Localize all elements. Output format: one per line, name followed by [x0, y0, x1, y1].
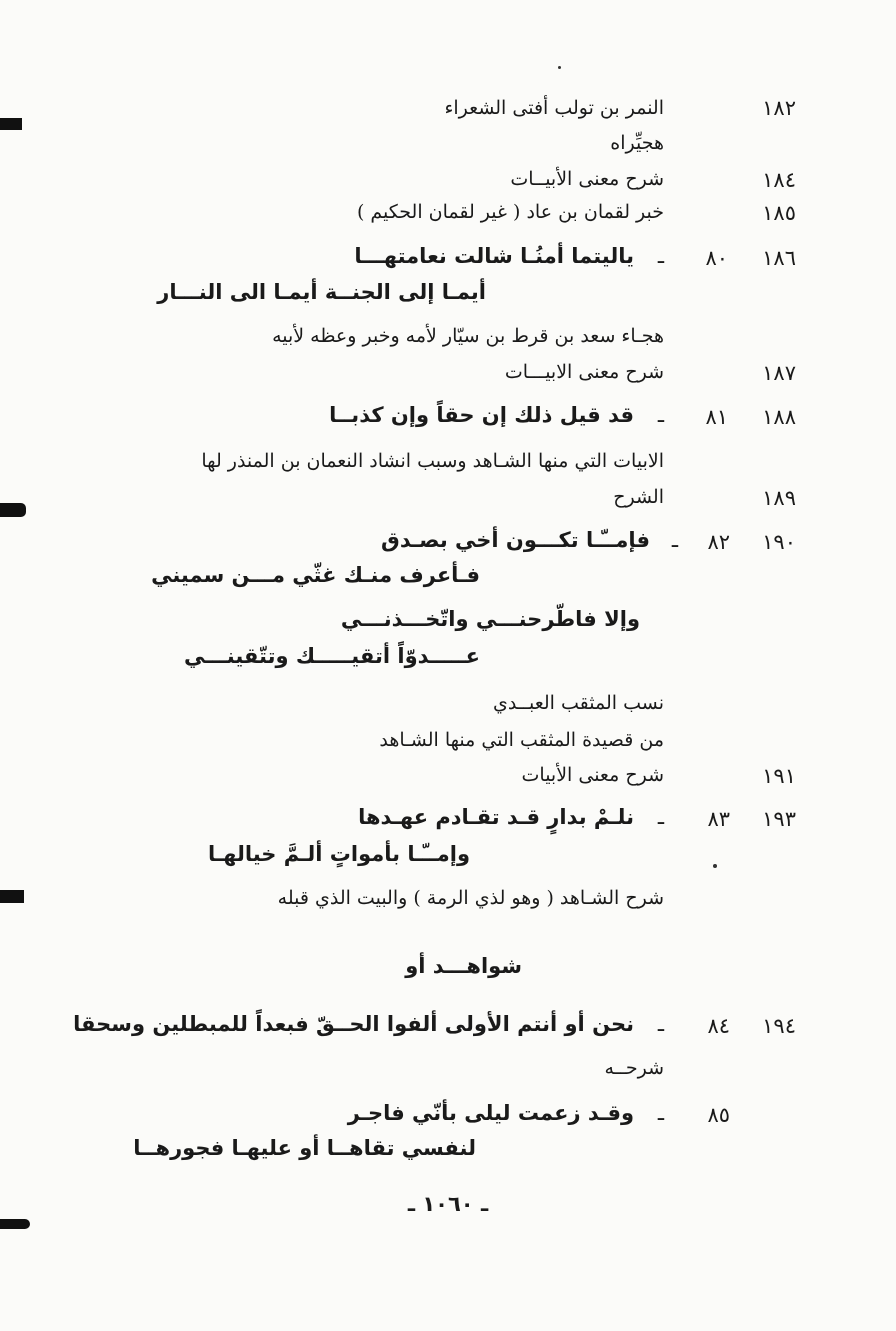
scan-mark-2 [0, 503, 26, 517]
verse-line: نلـمْ بدارٍ قـد تقـادم عهـدها [358, 805, 634, 829]
dash: ـ [657, 1012, 664, 1036]
shahid-number: ٨٥ [707, 1103, 730, 1127]
entry-text: الشرح [613, 486, 664, 508]
scan-mark-4 [0, 1219, 30, 1229]
scan-mark-1 [0, 118, 22, 130]
page-number: ١٩٣ [762, 807, 796, 831]
scan-speck-2 [713, 864, 717, 868]
page-number: ١٩١ [762, 764, 796, 788]
entry-text: شرح معنى الأبيات [521, 764, 664, 786]
verse-line: نحن أو أنتم الأولى ألفوا الحــقّ فبعداً للمبطلين وسحقا [73, 1012, 634, 1036]
verse-line: وإلا فاطّرحنـــي واتّخـــذنـــي [340, 607, 640, 631]
entry-text: شرحــه [604, 1057, 664, 1079]
page-number: ١٨٥ [762, 201, 796, 225]
verse-line: فإمــّـا تكـــون أخي بصـدق [381, 528, 650, 552]
page-number: ١٨٨ [762, 405, 796, 429]
verse-line: لنفسي تقاهــا أو عليهـا فجورهــا [133, 1136, 476, 1160]
entry-text: هجـاء سعد بن قرط بن سيّار لأمه وخبر وعظه لأبيه [272, 325, 664, 347]
page-number: ١٨٧ [762, 361, 796, 385]
entry-text: شرح معنى الأبيــات [510, 168, 664, 190]
entry-text: من قصيدة المثقب التي منها الشـاهد [379, 729, 664, 751]
section-heading: شواهـــد أو [405, 954, 522, 978]
dash: ـ [657, 403, 664, 427]
page-number: ١٨٤ [762, 168, 796, 192]
page-number: ١٩٤ [762, 1014, 796, 1038]
verse-line: وإمــّـا بأمواتٍ ألـمَّ خيالهـا [208, 842, 470, 866]
shahid-number: ٨٠ [705, 246, 728, 270]
entry-text: نسب المثقب العبــدي [493, 692, 664, 714]
verse-line: عـــــدوّاً أتقيـــــك وتتّقينـــي [184, 644, 480, 668]
page-number: ١٨٢ [762, 96, 796, 120]
page-footer-number: ـ ١٠٦٠ ـ [407, 1192, 489, 1216]
entry-text: الابيات التي منها الشـاهد وسبب انشاد النعمان بن المنذر لها [201, 450, 664, 472]
page-number: ١٨٦ [762, 246, 796, 270]
verse-line: ياليتما أمنُـا شالت نعامتهـــا [354, 244, 634, 268]
entry-text: شرح الشـاهد ( وهو لذي الرمة ) والبيت الذي قبله [277, 887, 664, 909]
entry-text: هجيِّراه [610, 132, 664, 154]
dash: ـ [671, 528, 678, 552]
shahid-number: ٨١ [705, 405, 728, 429]
verse-line: أيمـا إلى الجنــة أيمـا الى النـــار [157, 280, 486, 304]
page-number: ١٩٠ [762, 530, 796, 554]
dash: ـ [657, 1101, 664, 1125]
page-number: ١٨٩ [762, 486, 796, 510]
scan-speck [558, 66, 561, 69]
entry-text: النمر بن تولب أفتى الشعراء [444, 97, 664, 119]
verse-line: فـأعرف منـك غثّي مـــن سميني [151, 563, 480, 587]
shahid-number: ٨٣ [707, 807, 730, 831]
shahid-number: ٨٤ [707, 1014, 730, 1038]
entry-text: شرح معنى الابيـــات [504, 361, 664, 383]
entry-text: خبر لقمان بن عاد ( غير لقمان الحكيم ) [356, 201, 664, 223]
verse-line: وقـد زعمت ليلى بأنّي فاجـر [347, 1101, 634, 1125]
scan-mark-3 [0, 890, 24, 903]
dash: ـ [657, 805, 664, 829]
verse-line: قد قيل ذلك إن حقاً وإن كذبــا [329, 403, 634, 427]
dash: ـ [657, 244, 664, 268]
shahid-number: ٨٢ [707, 530, 730, 554]
